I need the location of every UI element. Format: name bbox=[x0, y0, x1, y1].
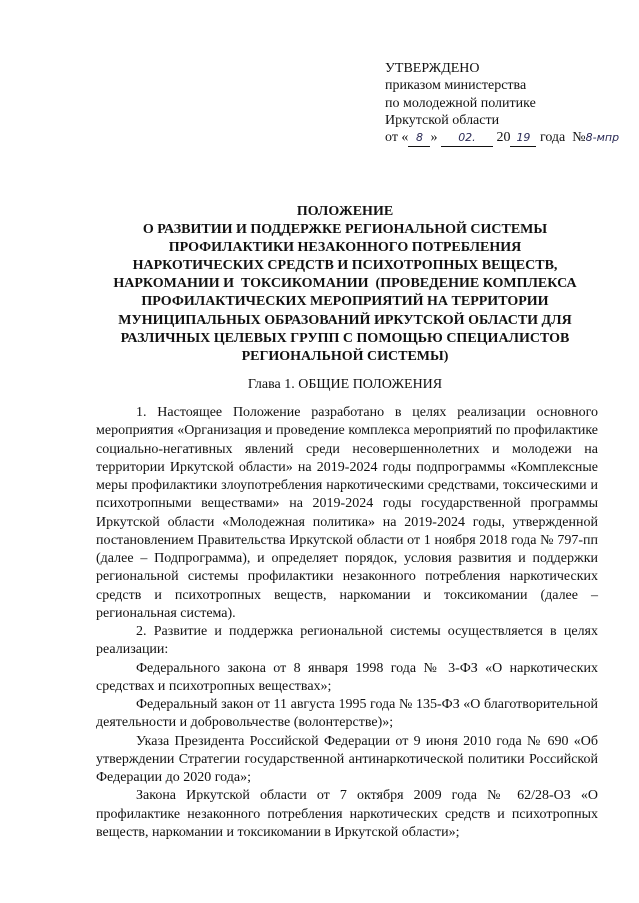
paragraph-2: 2. Развитие и поддержка региональной системы осуществляется в целях реализации: bbox=[96, 624, 598, 658]
approval-heading: УТВЕРЖДЕНО bbox=[385, 61, 480, 76]
number-prefix: № bbox=[572, 130, 586, 146]
basis-item: Указа Президента Российской Федерации от 9 июня 2010 года № 690 «Об утверждении Стратегии государственной антинаркотической политики Российской Федерации до 2020 года»; bbox=[96, 733, 598, 785]
approval-block bbox=[385, 60, 635, 147]
date-year-prefix: 20 bbox=[496, 130, 511, 146]
document-title bbox=[100, 203, 590, 366]
paragraph-1: 1. Настоящее Положение разработано в целях реализации основного мероприятия «Организация и проведение комплекса мероприятий по профилактике социально-негативных явлений среди несовершеннолетних и молодежи на территории Иркутской области» на 2019-2024 годы подпрограммы «Комплексные меры профилактики злоупотребления наркотическими средствами, токсическими и психотропными веществами» на 2019-2024 годы государственной программы Иркутской области «Молодежная политика» на 2019-2024 годы, утвержденной постановлением Правительства Иркутской области от 1 ноября 2018 года № 797-пп (далее – Подпрограмма), и определяет порядок, условия развития и поддержки региональной системы профилактики незаконного потребления наркотических средств и психотропных веществ, наркомании и токсикомании (далее – региональная система). bbox=[96, 405, 598, 621]
title-line: ПРОФИЛАКТИКИ НЕЗАКОННОГО ПОТРЕБЛЕНИЯ bbox=[168, 240, 522, 256]
date-day: 8 bbox=[408, 129, 430, 147]
title-line: НАРКОТИЧЕСКИХ СРЕДСТВ И ПСИХОТРОПНЫХ ВЕЩЕСТВ, bbox=[132, 258, 558, 274]
date-year: 19 bbox=[510, 129, 536, 147]
approval-order: приказом министерства bbox=[385, 78, 527, 94]
approval-region: Иркутской области bbox=[385, 112, 500, 128]
title-line: О РАЗВИТИИ И ПОДДЕРЖКЕ РЕГИОНАЛЬНОЙ СИСТЕМЫ bbox=[142, 222, 548, 238]
chapter-heading: Глава 1. ОБЩИЕ ПОЛОЖЕНИЯ bbox=[247, 377, 443, 392]
basis-item: Федерального закона от 8 января 1998 года № 3-ФЗ «О наркотических средствах и психотропных веществах»; bbox=[96, 660, 598, 694]
document-body bbox=[96, 404, 598, 842]
date-year-label: года bbox=[539, 130, 566, 146]
date-prefix: от « bbox=[385, 130, 409, 146]
title-line: МУНИЦИПАЛЬНЫХ ОБРАЗОВАНИЙ ИРКУТСКОЙ ОБЛАСТИ ДЛЯ bbox=[118, 312, 572, 328]
date-month: 02. bbox=[441, 129, 493, 147]
approval-ministry: по молодежной политике bbox=[385, 95, 536, 111]
title-line: ПОЛОЖЕНИЕ bbox=[296, 204, 394, 219]
title-line: НАРКОМАНИИ И ТОКСИКОМАНИИ (ПРОВЕДЕНИЕ КОМПЛЕКСА bbox=[113, 276, 577, 292]
title-line: РАЗЛИЧНЫХ ЦЕЛЕВЫХ ГРУПП С ПОМОЩЬЮ СПЕЦИАЛИСТОВ bbox=[120, 330, 570, 346]
title-line: РЕГИОНАЛЬНОЙ СИСТЕМЫ) bbox=[241, 348, 449, 364]
order-number: 8-мпр bbox=[585, 131, 620, 145]
title-line: ПРОФИЛАКТИЧЕСКИХ МЕРОПРИЯТИЙ НА ТЕРРИТОРИИ bbox=[141, 294, 549, 310]
basis-item: Закона Иркутской области от 7 октября 2009 года № 62/28-ОЗ «О профилактике незаконного потребления наркотических средств и психотропных веществ, наркомании и токсикомании в Иркутской области»; bbox=[96, 788, 598, 840]
date-mid: » bbox=[430, 130, 438, 146]
basis-item: Федеральный закон от 11 августа 1995 года № 135-ФЗ «О благотворительной деятельности и добровольчестве (волонтерстве)»; bbox=[96, 697, 598, 731]
approval-date-line bbox=[385, 129, 635, 147]
